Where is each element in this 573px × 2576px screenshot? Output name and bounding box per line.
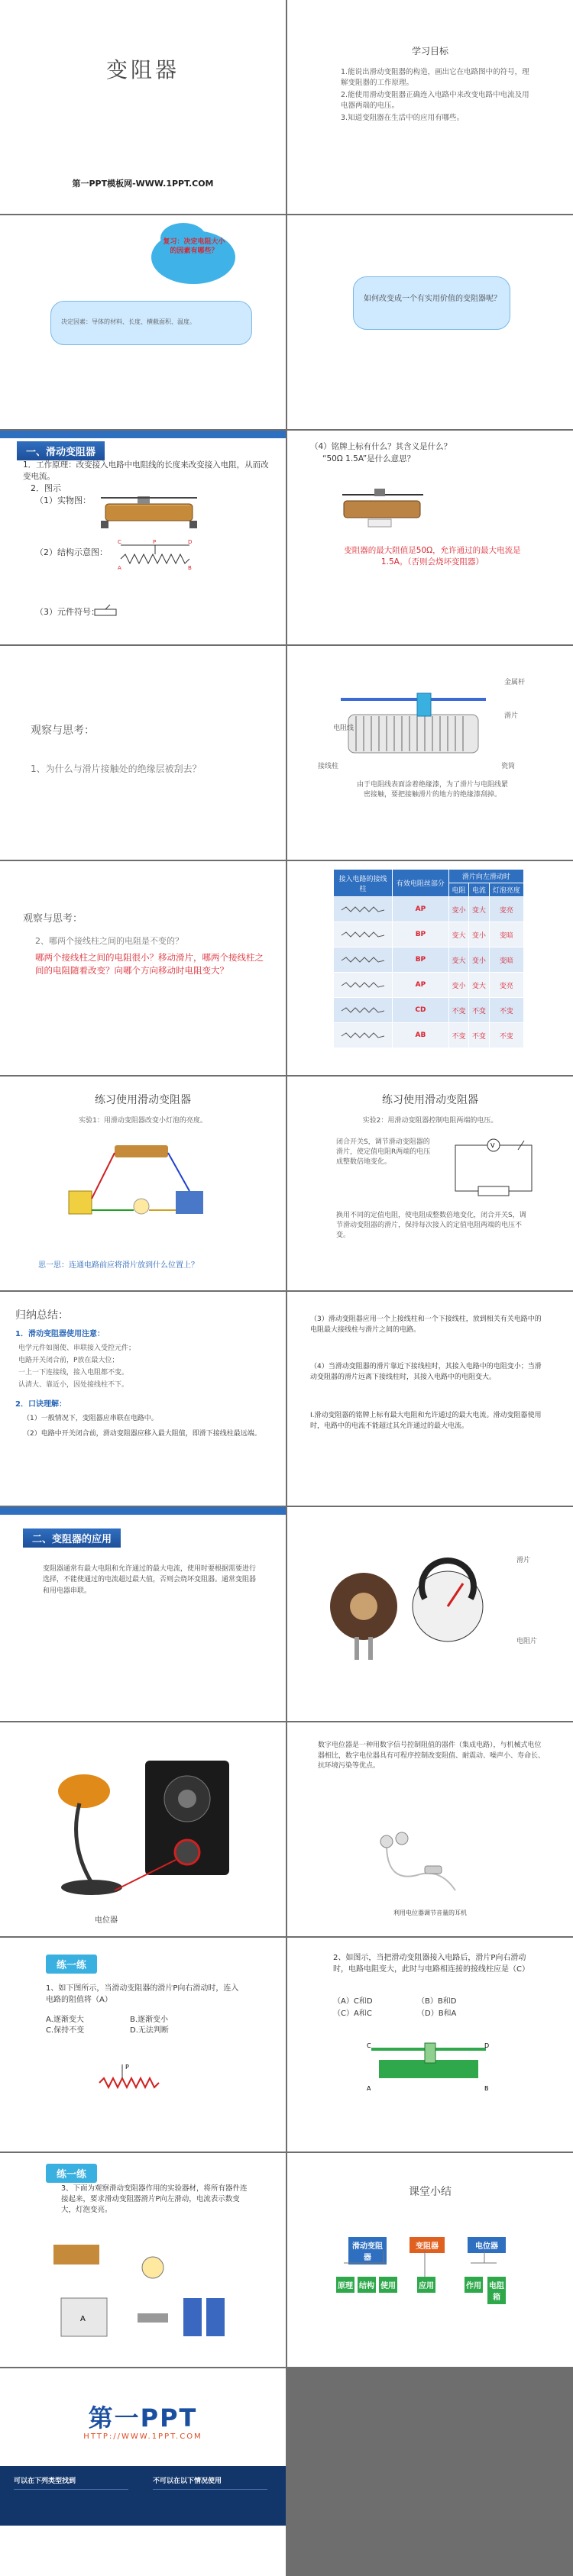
svg-text:P: P (125, 2064, 129, 2071)
practice1-exp: 实验1：用滑动变阻器改变小灯泡的亮度。 (79, 1117, 207, 1125)
photo-label: （1）实物图： (35, 496, 91, 505)
th-resistance: 电阻 (448, 883, 468, 897)
figure-label: 2．图示 (31, 483, 61, 493)
exercise2-option: （A）C和D (333, 1997, 373, 2006)
flow-box-resistance-box: 电阻箱 (487, 2277, 506, 2304)
table-row (334, 922, 524, 947)
slide-brand (0, 2368, 286, 2576)
cell-brightness: 不变 (489, 1023, 523, 1048)
cell-current: 变大 (469, 897, 489, 922)
site-text: 第一PPT模板网-WWW.1PPT.COM (72, 179, 214, 189)
slide-connection-table (287, 861, 573, 1075)
table-row (334, 998, 524, 1023)
cell-resistance: 不变 (448, 1023, 468, 1048)
potentiometer-label: 电位器 (95, 1916, 118, 1925)
exercise2-diagram (364, 2037, 494, 2098)
empty-cell (287, 2368, 573, 2576)
summary-h1: 1．滑动变阻器使用注意： (15, 1330, 105, 1338)
exercise3-equipment (46, 2237, 244, 2352)
practice2-title: 练习使用滑动变阻器 (382, 1094, 478, 1106)
slide-exercise-1 (0, 1938, 286, 2152)
slide-digital-potentiometer (287, 1722, 573, 1936)
headphone-caption: 利用电位器调节音量的耳机 (393, 1909, 467, 1916)
slide-rheostat-intro (0, 431, 286, 644)
cell-terminal: BP (393, 922, 449, 947)
rheostat-nameplate-photo (341, 486, 425, 531)
th-slide-left: 滑片向左滑动时 (448, 870, 523, 883)
terminal-diagram (340, 978, 386, 990)
svg-text:D: D (188, 539, 193, 545)
cell-current: 变大 (469, 973, 489, 998)
flow-box-application: 应用 (417, 2277, 435, 2293)
goal-2: 2.能使用滑动变阻器正确连入电路中来改变电路中电流及用电器两端的电压。 (341, 91, 529, 110)
practice1-think: 思一思：连通电路前应将滑片放到什么位置上？ (38, 1261, 199, 1270)
exercise3-question: 3、下面为观察滑动变阻器作用的实验器材，将所有器件连接起来，要求滑动变阻器滑片P向左滑动，电流表示数变大，灯泡变亮。 (61, 2184, 248, 2214)
svg-text:A: A (118, 565, 121, 571)
flow-box-usage: 使用 (379, 2277, 397, 2293)
label-terminal: 接线柱 (318, 763, 339, 770)
cell-brightness: 变亮 (489, 897, 523, 922)
slide-class-summary (287, 2153, 573, 2367)
header-strip (0, 1507, 286, 1515)
slide-review (0, 215, 286, 429)
brand-links-area (0, 2526, 286, 2576)
structure-diagram (113, 537, 197, 571)
summary-p2: （2）电路中开关闭合前，滑动变阻器应移入最大阻值，即滑下接线柱最远端。 (23, 1430, 261, 1438)
nameplate-question: （4）铭牌上标有什么？其含义是什么？ (310, 442, 452, 451)
applications-text: 变阻器通常有最大电阻和允许通过的最大电流，使用时要根据需要进行选择，不能使通过的电流超过最大值，否则会烧坏变阻器。通常变阻器和用电器串联。 (43, 1565, 257, 1595)
goals-title: 学习目标 (411, 46, 448, 56)
slide-practice-2 (287, 1077, 573, 1290)
cell-resistance: 不变 (448, 998, 468, 1023)
cell-resistance: 变小 (448, 973, 468, 998)
svg-text:P: P (153, 539, 157, 545)
terminal-diagram (340, 902, 386, 915)
slide-summary-1 (0, 1292, 286, 1506)
voltage-circuit-diagram (448, 1138, 539, 1199)
flow-box-potentiometer: 电位器 (468, 2237, 506, 2253)
summary-line: 电路开关闭合前，P放在最大位； (18, 1357, 119, 1364)
terminal-diagram (340, 928, 386, 940)
slide-observe-2 (0, 861, 286, 1075)
goal-3: 3.知道变阻器在生活中的应用有哪些。 (341, 114, 465, 122)
label-slider: 滑片 (516, 1557, 531, 1564)
digital-pot-text: 数字电位器是一种用数字信号控制阻值的器件（集成电路），与机械式电位器相比，数字电位器具有可程序控制改变阻值、耐震动、噪声小、寿命长、抗环境污染等优点。 (318, 1742, 545, 1770)
question-text: 如何改变成一个有实用价值的变阻器呢？ (364, 295, 501, 303)
cell-current: 不变 (469, 1023, 489, 1048)
circuit-photo (61, 1138, 214, 1229)
table-row (334, 1023, 524, 1048)
summary2-p2: （4）当滑动变阻器的滑片靠近下接线柱时，其接入电路中的电阻变小；当滑动变阻器的滑片远离下接线柱时，其接入电路中的电阻变大。 (310, 1363, 542, 1381)
practice2-p2: 换用不同的定值电阻，使电阻成整数倍地变化，闭合开关S，调节滑动变阻器的滑片，保持每次接入的定值电阻两端的电压不变。 (336, 1212, 526, 1240)
summary-line: 电学元件如图使、串联接入受控元件； (18, 1344, 136, 1352)
summary-title: 归纳总结： (15, 1309, 69, 1322)
cell-resistance: 变大 (448, 922, 468, 947)
rheostat-structure-diagram (333, 684, 494, 768)
cell-terminal: CD (393, 998, 449, 1023)
exercise2-option: （D）B和A (417, 2009, 457, 2018)
brand-col1-title: 可以在下列类型找到 (14, 2478, 76, 2485)
table-row (334, 973, 524, 998)
svg-text:B: B (484, 2085, 489, 2092)
exercise1-option: A.逐渐变大 (46, 2016, 84, 2024)
nameplate-answer: 变阻器的最大阻值是50Ω，允许通过的最大电流是1.5A。（否则会烧坏变阻器） (344, 546, 521, 567)
terminal-diagram (340, 1028, 386, 1041)
slide-rheostat-structure (287, 646, 573, 860)
flow-box-structure: 结构 (358, 2277, 376, 2293)
summary2-p3: Ⅰ.滑动变阻器的铭牌上标有最大电阻和允许通过的最大电流。滑动变阻器使用时，电路中的电流不能超过其允许通过的最大电流。 (310, 1412, 542, 1430)
observe-title: 观察与思考： (31, 725, 95, 737)
terminal-diagram (340, 953, 386, 965)
observe-question: 1、为什么与滑片接触处的绝缘层被刮去？ (31, 763, 202, 774)
brand-url: HTTP://WWW.1PPT.COM (83, 2432, 202, 2441)
cell-terminal: BP (393, 947, 449, 973)
label-metal-rod: 金属杆 (504, 679, 526, 686)
svg-text:A: A (80, 2315, 86, 2323)
connection-table (333, 869, 524, 1048)
label-ceramic-tube: 瓷筒 (501, 763, 516, 770)
potentiometer-photo (318, 1553, 509, 1667)
rheostat-photo (99, 490, 199, 533)
goal-1: 1.能说出滑动变阻器的构造，画出它在电路图中的符号，理解变阻器的工作原理。 (341, 68, 529, 87)
cell-terminal: AP (393, 897, 449, 922)
exercise1-option: C.保持不变 (46, 2026, 85, 2035)
th-effective: 有效电阻丝部分 (393, 870, 449, 897)
slide-lamp-potentiometer (0, 1722, 286, 1936)
label-resistance-wire: 电阻线 (333, 725, 354, 732)
slide-practice-1 (0, 1077, 286, 1290)
table-row (334, 947, 524, 973)
cell-resistance: 变小 (448, 897, 468, 922)
observe2-title: 观察与思考： (23, 913, 83, 925)
practice-button[interactable]: 练一练 (46, 1955, 97, 1974)
cell-brightness: 变暗 (489, 922, 523, 947)
flow-connectors (333, 2251, 516, 2277)
nameplate-spec: “50Ω 1.5A”是什么意思？ (322, 454, 416, 463)
slide-nameplate (287, 431, 573, 644)
symbol-label: （3）元件符号： (35, 607, 99, 617)
cell-resistance: 变大 (448, 947, 468, 973)
observe2-question: 2、哪两个接线柱之间的电阻是不变的？ (35, 936, 183, 946)
svg-text:C: C (118, 539, 121, 545)
question-bubble (353, 276, 510, 330)
cell-brightness: 变亮 (489, 973, 523, 998)
terminal-diagram (340, 1003, 386, 1015)
practice-button[interactable]: 练一练 (46, 2164, 97, 2183)
answer-text: 决定因素：导体的材料、长度、横截面积、温度。 (61, 318, 196, 325)
cell-terminal: AP (393, 973, 449, 998)
table-row (334, 897, 524, 922)
cell-current: 变小 (469, 922, 489, 947)
svg-text:V: V (490, 1142, 495, 1149)
exercise1-question: 1、如下图所示，当滑动变阻器的滑片P向右滑动时，连入电路的阻值将（A） (46, 1984, 239, 2004)
summary-p1: （1）一般情况下，变阻器应串联在电路中。 (23, 1415, 158, 1422)
practice2-exp: 实验2：用滑动变阻器控制电阻两端的电压。 (362, 1117, 498, 1125)
brand-col2-body (153, 2489, 267, 2520)
observe2-question-2: 哪两个接线柱之间的电阻很小？移动滑片，哪两个接线柱之间的电阻随着改变？向哪个方向移动时电阻变大？ (35, 952, 264, 976)
slide-exercise-2 (287, 1938, 573, 2152)
cloud-text: 复习：决定电阻大小的因素有哪些？ (163, 238, 225, 255)
exercise1-option: B.逐渐变小 (130, 2016, 169, 2024)
class-summary-title: 课堂小结 (409, 2186, 452, 2198)
slide-observe-1 (0, 646, 286, 860)
lamp-potentiometer-photo (38, 1753, 237, 1906)
title-text: 变阻器 (105, 57, 180, 82)
slide-applications (0, 1507, 286, 1721)
brand-logo: 第一PPT (88, 2403, 198, 2432)
svg-text:C: C (367, 2042, 371, 2049)
summary-h2: 2．口诀理解： (15, 1400, 66, 1409)
practice2-p1: 闭合开关S，调节滑动变阻器的滑片，使定值电阻R两端的电压成整数倍地变化。 (336, 1138, 431, 1167)
summary-line: 认清大、靠近小，因处接线柱不下。 (18, 1381, 129, 1389)
slide-title (0, 0, 286, 214)
slide-summary-2 (287, 1292, 573, 1506)
slide-question (287, 215, 573, 429)
flow-box-varistor: 变阻器 (410, 2237, 445, 2253)
svg-text:B: B (188, 565, 192, 571)
section-bar: 一、滑动变阻器 (17, 441, 105, 460)
exercise2-question: 2、如图示，当把滑动变阻器接入电路后，滑片P向右滑动时，电路电阻变大，此时与电路相连接的接线柱应是（C） (333, 1954, 529, 1974)
flow-box-rheostat: 滑动变阻器 (348, 2237, 387, 2264)
summary-line: 一上一下连接线，接入电阻都不变。 (18, 1369, 129, 1377)
slide-potentiometer-photo (287, 1507, 573, 1721)
practice1-title: 练习使用滑动变阻器 (95, 1094, 191, 1106)
cell-current: 不变 (469, 998, 489, 1023)
exercise2-option: （B）B和D (417, 1997, 457, 2006)
exercise1-diagram (92, 2060, 168, 2098)
cell-current: 变小 (469, 947, 489, 973)
exercise2-option: （C）A和C (333, 2009, 372, 2018)
cell-brightness: 变暗 (489, 947, 523, 973)
principle-text: 1．工作原理：改变接入电路中电阻线的长度来改变接入电阻，从而改变电流。 (23, 460, 269, 482)
th-current: 电流 (469, 883, 489, 897)
header-strip (0, 431, 286, 438)
brand-col2-title: 不可以在以下情况使用 (153, 2478, 222, 2485)
cell-terminal: AB (393, 1023, 449, 1048)
th-terminals: 接入电路的接线柱 (334, 870, 393, 897)
symbol-icon (92, 603, 122, 618)
flow-box-principle: 原理 (336, 2277, 354, 2293)
flow-box-function: 作用 (465, 2277, 483, 2293)
summary2-p1: （3）滑动变阻器应用一个上接线柱和一个下接线柱，放到相关有关电路中的电阻最大接线柱与滑片之间的电路。 (310, 1315, 542, 1334)
svg-text:D: D (484, 2042, 490, 2049)
label-slider: 滑片 (504, 712, 519, 720)
svg-text:A: A (367, 2085, 371, 2092)
section-bar: 二、变阻器的应用 (23, 1528, 121, 1548)
headphone-photo (371, 1829, 478, 1898)
structure-label: （2）结构示意图： (35, 547, 108, 557)
slide-learning-goals (287, 0, 573, 214)
th-brightness: 灯泡亮度 (489, 883, 523, 897)
structure-note: 由于电阻线表面涂着绝缘漆，为了滑片与电阻线紧密接触，要把接触滑片的地方的绝缘漆刮掉。 (356, 781, 508, 799)
label-resistor-strip: 电阻片 (516, 1638, 538, 1645)
brand-col1-body (14, 2489, 128, 2520)
cell-brightness: 不变 (489, 998, 523, 1023)
exercise1-option: D.无法判断 (130, 2026, 169, 2035)
slide-exercise-3 (0, 2153, 286, 2367)
